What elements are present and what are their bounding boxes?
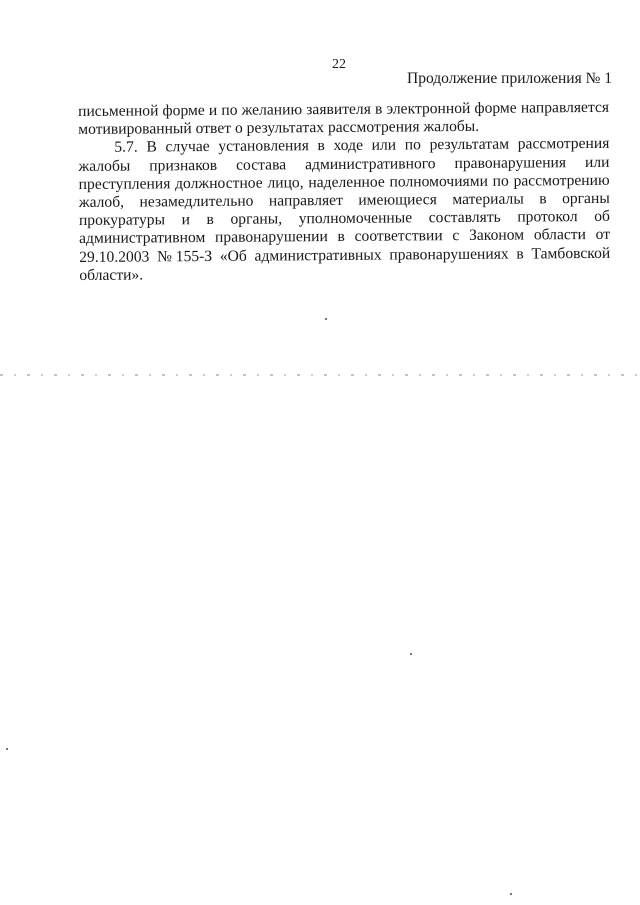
paragraph-5-7: 5.7. В случае установления в ходе или по результатам рассмотрения жалобы признаков состава административного правонарушения или преступления должностное лицо, наделенное полномочиями по рассмотрению жалоб, незамедлительно направляет имеющиеся материалы в органы прокуратуры и в органы, уполномоченные составлять протокол об административном правонарушении в соответствии с Законом области от 29.10.2003 №155-З «Об административных правонарушениях в Тамбовской области».: [78, 135, 611, 284]
scan-speck: [510, 893, 512, 895]
scan-speck: [325, 318, 327, 320]
page-number: 22: [332, 57, 346, 72]
scan-artifact-dotted-line: [0, 374, 640, 376]
scan-speck: [410, 653, 412, 655]
document-body: [78, 99, 610, 285]
scan-speck: [6, 748, 8, 750]
appendix-continuation-header: Продолжение приложения № 1: [407, 70, 612, 87]
paragraph-response-form: письменной форме и по желанию заявителя в электронной форме направляется мотивированный ответ о результатах рассмотрения жалобы.: [78, 98, 610, 139]
